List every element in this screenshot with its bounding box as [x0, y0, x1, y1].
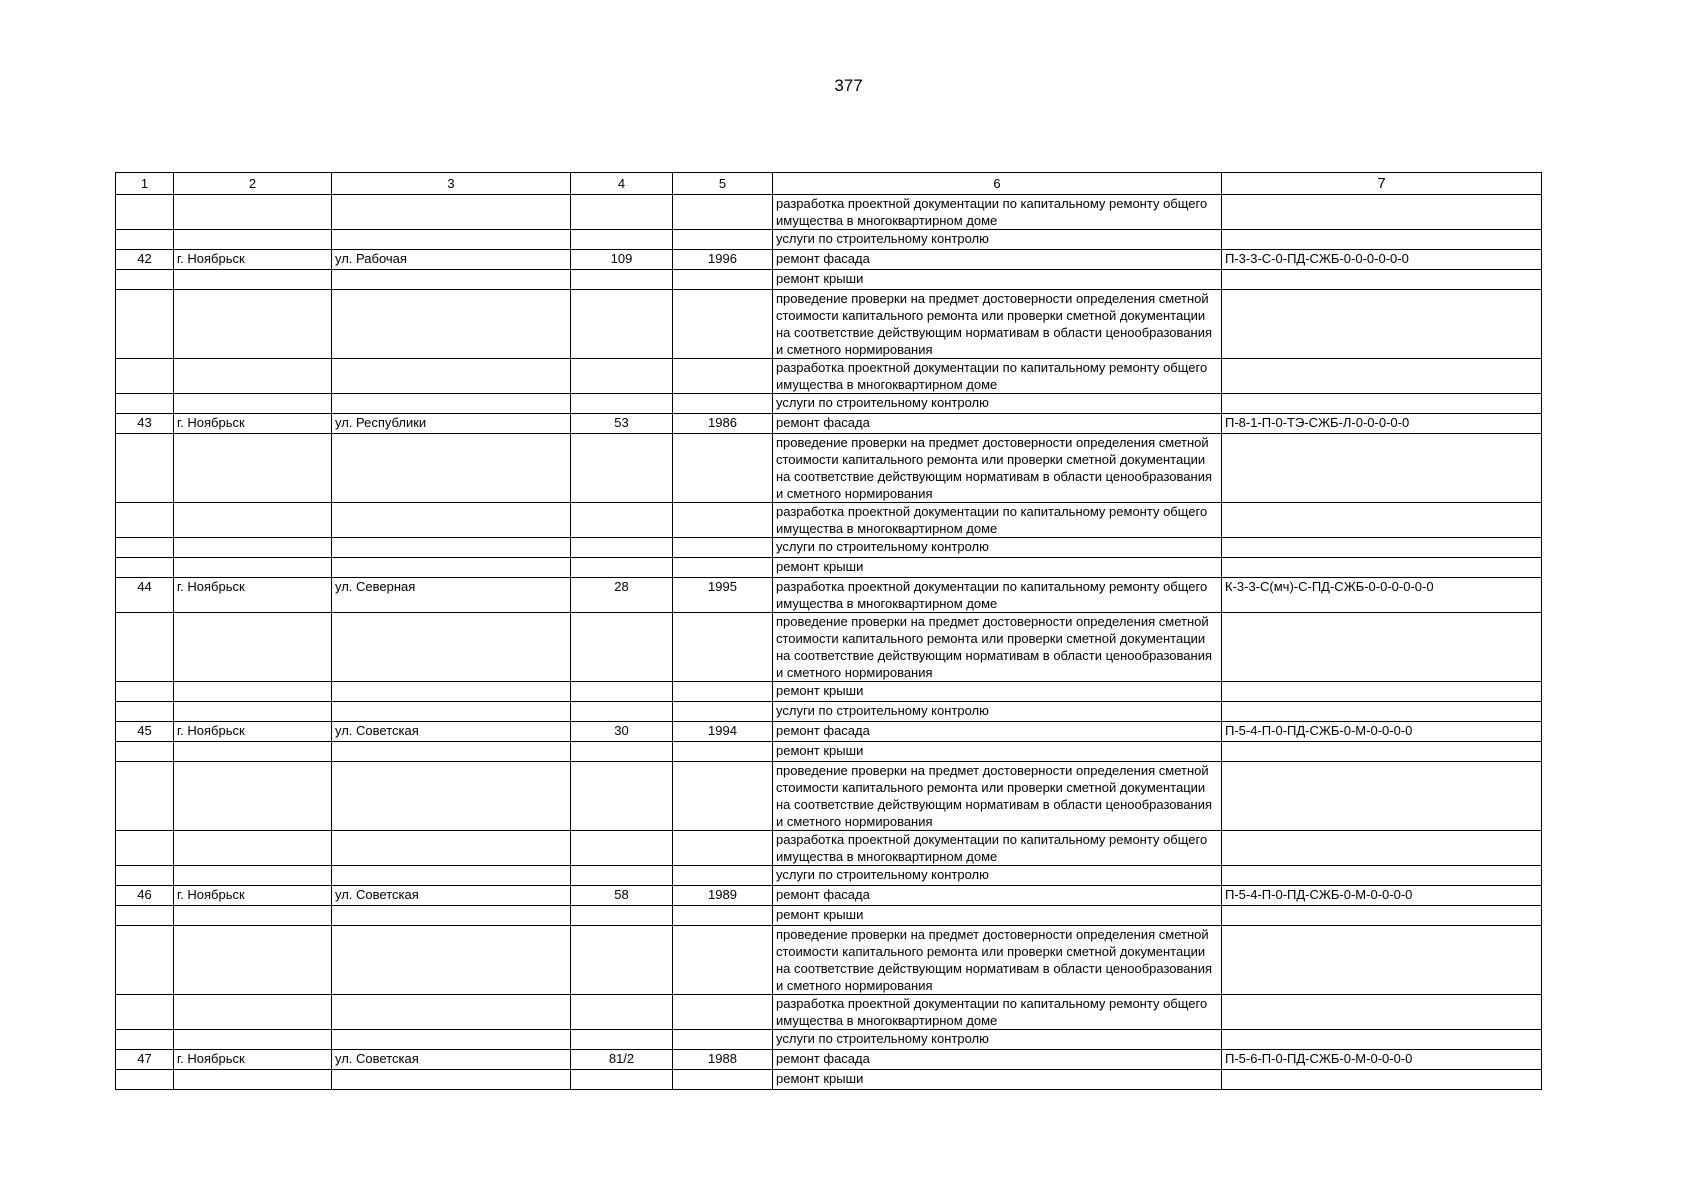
street-cell [332, 538, 571, 558]
row-number-cell: 42 [116, 250, 174, 270]
table-row [116, 1070, 1542, 1090]
city-cell [174, 742, 332, 762]
table-row [116, 926, 1542, 995]
work-type-cell: разработка проектной документации по капитальному ремонту общего имущества в многоквартирном доме [773, 359, 1222, 394]
building-code-cell [1222, 195, 1542, 230]
house-number-cell [571, 831, 673, 866]
building-code-cell [1222, 1030, 1542, 1050]
city-cell [174, 359, 332, 394]
house-number-cell: 30 [571, 722, 673, 742]
house-number-cell [571, 702, 673, 722]
work-type-cell: ремонт фасада [773, 414, 1222, 434]
work-type-cell: проведение проверки на предмет достоверности определения сметной стоимости капитального ремонта или проверки сметной документации на соответствие действующим нормативам в области ценообразования и сметного нормирования [773, 613, 1222, 682]
column-header-5: 5 [673, 173, 773, 195]
work-type-cell: услуги по строительному контролю [773, 538, 1222, 558]
building-code-cell [1222, 831, 1542, 866]
street-cell: ул. Советская [332, 1050, 571, 1070]
street-cell: ул. Советская [332, 886, 571, 906]
street-cell [332, 613, 571, 682]
work-type-cell: ремонт крыши [773, 1070, 1222, 1090]
building-code-cell [1222, 434, 1542, 503]
row-number-cell [116, 1070, 174, 1090]
city-cell [174, 1030, 332, 1050]
table-row [116, 866, 1542, 886]
building-code-cell [1222, 1070, 1542, 1090]
year-cell [673, 1070, 773, 1090]
street-cell [332, 831, 571, 866]
building-code-cell [1222, 702, 1542, 722]
year-cell [673, 538, 773, 558]
city-cell [174, 866, 332, 886]
building-code-cell [1222, 906, 1542, 926]
table-row [116, 503, 1542, 538]
work-type-cell: услуги по строительному контролю [773, 1030, 1222, 1050]
work-type-cell: ремонт крыши [773, 682, 1222, 702]
column-header-6: 6 [773, 173, 1222, 195]
year-cell [673, 866, 773, 886]
row-number-cell: 47 [116, 1050, 174, 1070]
table-row [116, 359, 1542, 394]
row-number-cell [116, 831, 174, 866]
city-cell [174, 195, 332, 230]
table-row [116, 831, 1542, 866]
table-row [116, 682, 1542, 702]
year-cell [673, 230, 773, 250]
house-number-cell: 58 [571, 886, 673, 906]
city-cell [174, 831, 332, 866]
table-row [116, 742, 1542, 762]
year-cell [673, 290, 773, 359]
work-type-cell: проведение проверки на предмет достоверности определения сметной стоимости капитального ремонта или проверки сметной документации на соответствие действующим нормативам в области ценообразования и сметного нормирования [773, 434, 1222, 503]
city-cell [174, 538, 332, 558]
street-cell [332, 394, 571, 414]
table-row [116, 414, 1542, 434]
work-type-cell: разработка проектной документации по капитальному ремонту общего имущества в многоквартирном доме [773, 578, 1222, 613]
street-cell [332, 503, 571, 538]
work-type-cell: ремонт фасада [773, 886, 1222, 906]
year-cell [673, 503, 773, 538]
building-code-cell [1222, 682, 1542, 702]
city-cell [174, 682, 332, 702]
work-type-cell: ремонт крыши [773, 906, 1222, 926]
street-cell [332, 359, 571, 394]
year-cell [673, 613, 773, 682]
building-code-cell [1222, 503, 1542, 538]
city-cell [174, 613, 332, 682]
row-number-cell [116, 613, 174, 682]
row-number-cell [116, 230, 174, 250]
table-row [116, 722, 1542, 742]
street-cell [332, 290, 571, 359]
table-row [116, 702, 1542, 722]
table-row [116, 270, 1542, 290]
row-number-cell [116, 270, 174, 290]
house-number-cell [571, 995, 673, 1030]
street-cell [332, 434, 571, 503]
street-cell [332, 742, 571, 762]
year-cell [673, 906, 773, 926]
row-number-cell [116, 290, 174, 359]
house-number-cell [571, 1030, 673, 1050]
house-number-cell [571, 434, 673, 503]
year-cell [673, 831, 773, 866]
table-row [116, 250, 1542, 270]
row-number-cell [116, 434, 174, 503]
house-number-cell [571, 359, 673, 394]
building-code-cell: П-5-6-П-0-ПД-СЖБ-0-М-0-0-0-0 [1222, 1050, 1542, 1070]
column-header-7: 7 [1222, 173, 1542, 195]
row-number-cell [116, 926, 174, 995]
work-type-cell: ремонт фасада [773, 1050, 1222, 1070]
year-cell [673, 762, 773, 831]
house-number-cell: 109 [571, 250, 673, 270]
city-cell [174, 434, 332, 503]
year-cell [673, 926, 773, 995]
row-number-cell [116, 359, 174, 394]
table-row [116, 906, 1542, 926]
building-code-cell [1222, 742, 1542, 762]
row-number-cell [116, 503, 174, 538]
building-code-cell [1222, 613, 1542, 682]
work-type-cell: разработка проектной документации по капитальному ремонту общего имущества в многоквартирном доме [773, 831, 1222, 866]
table-row [116, 613, 1542, 682]
city-cell [174, 394, 332, 414]
house-number-cell [571, 742, 673, 762]
column-header-2: 2 [174, 173, 332, 195]
year-cell [673, 394, 773, 414]
house-number-cell [571, 558, 673, 578]
street-cell: ул. Рабочая [332, 250, 571, 270]
house-number-cell [571, 538, 673, 558]
work-type-cell: разработка проектной документации по капитальному ремонту общего имущества в многоквартирном доме [773, 195, 1222, 230]
table-row [116, 886, 1542, 906]
street-cell [332, 682, 571, 702]
house-number-cell [571, 682, 673, 702]
street-cell: ул. Северная [332, 578, 571, 613]
year-cell [673, 359, 773, 394]
street-cell [332, 702, 571, 722]
work-type-cell: ремонт крыши [773, 270, 1222, 290]
building-code-cell [1222, 866, 1542, 886]
year-cell [673, 434, 773, 503]
work-type-cell: проведение проверки на предмет достоверности определения сметной стоимости капитального ремонта или проверки сметной документации на соответствие действующим нормативам в области ценообразования и сметного нормирования [773, 762, 1222, 831]
work-type-cell: ремонт крыши [773, 558, 1222, 578]
building-code-cell [1222, 995, 1542, 1030]
city-cell [174, 290, 332, 359]
table-row [116, 394, 1542, 414]
work-type-cell: ремонт крыши [773, 742, 1222, 762]
house-number-cell [571, 290, 673, 359]
city-cell: г. Ноябрьск [174, 722, 332, 742]
city-cell: г. Ноябрьск [174, 886, 332, 906]
row-number-cell [116, 558, 174, 578]
row-number-cell: 46 [116, 886, 174, 906]
year-cell [673, 742, 773, 762]
city-cell [174, 230, 332, 250]
row-number-cell [116, 906, 174, 926]
row-number-cell [116, 762, 174, 831]
row-number-cell [116, 1030, 174, 1050]
street-cell [332, 995, 571, 1030]
city-cell [174, 702, 332, 722]
year-cell [673, 195, 773, 230]
table-row [116, 1050, 1542, 1070]
table-row [116, 558, 1542, 578]
row-number-cell [116, 702, 174, 722]
table-row [116, 1030, 1542, 1050]
year-cell: 1995 [673, 578, 773, 613]
row-number-cell: 43 [116, 414, 174, 434]
building-code-cell [1222, 230, 1542, 250]
house-number-cell [571, 195, 673, 230]
building-code-cell [1222, 270, 1542, 290]
year-cell [673, 558, 773, 578]
house-number-cell [571, 926, 673, 995]
building-code-cell: К-3-3-С(мч)-С-ПД-СЖБ-0-0-0-0-0-0 [1222, 578, 1542, 613]
column-header-1: 1 [116, 173, 174, 195]
row-number-cell [116, 195, 174, 230]
work-type-cell: услуги по строительному контролю [773, 702, 1222, 722]
table-row [116, 434, 1542, 503]
header-row [116, 173, 1542, 195]
city-cell [174, 270, 332, 290]
table-row [116, 195, 1542, 230]
city-cell [174, 558, 332, 578]
house-number-cell [571, 762, 673, 831]
house-number-cell [571, 503, 673, 538]
city-cell [174, 1070, 332, 1090]
city-cell: г. Ноябрьск [174, 578, 332, 613]
street-cell [332, 762, 571, 831]
table-row [116, 762, 1542, 831]
building-code-cell [1222, 558, 1542, 578]
street-cell: ул. Советская [332, 722, 571, 742]
table-row [116, 230, 1542, 250]
city-cell: г. Ноябрьск [174, 250, 332, 270]
building-code-cell: П-5-4-П-0-ПД-СЖБ-0-М-0-0-0-0 [1222, 886, 1542, 906]
house-number-cell [571, 906, 673, 926]
building-code-cell [1222, 762, 1542, 831]
street-cell [332, 230, 571, 250]
work-type-cell: ремонт фасада [773, 250, 1222, 270]
house-number-cell [571, 866, 673, 886]
building-code-cell: П-8-1-П-0-ТЭ-СЖБ-Л-0-0-0-0-0 [1222, 414, 1542, 434]
building-code-cell [1222, 290, 1542, 359]
street-cell [332, 866, 571, 886]
work-type-cell: ремонт фасада [773, 722, 1222, 742]
work-type-cell: услуги по строительному контролю [773, 230, 1222, 250]
year-cell [673, 702, 773, 722]
house-number-cell: 53 [571, 414, 673, 434]
work-type-cell: проведение проверки на предмет достоверности определения сметной стоимости капитального ремонта или проверки сметной документации на соответствие действующим нормативам в области ценообразования и сметного нормирования [773, 290, 1222, 359]
house-number-cell [571, 613, 673, 682]
work-type-cell: услуги по строительному контролю [773, 866, 1222, 886]
row-number-cell: 44 [116, 578, 174, 613]
work-type-cell: разработка проектной документации по капитальному ремонту общего имущества в многоквартирном доме [773, 503, 1222, 538]
row-number-cell [116, 394, 174, 414]
row-number-cell [116, 538, 174, 558]
street-cell [332, 906, 571, 926]
city-cell: г. Ноябрьск [174, 1050, 332, 1070]
work-type-cell: разработка проектной документации по капитальному ремонту общего имущества в многоквартирном доме [773, 995, 1222, 1030]
row-number-cell [116, 866, 174, 886]
building-code-cell: П-3-3-С-0-ПД-СЖБ-0-0-0-0-0-0 [1222, 250, 1542, 270]
year-cell [673, 270, 773, 290]
city-cell [174, 926, 332, 995]
table-body [116, 195, 1542, 1090]
street-cell [332, 1070, 571, 1090]
city-cell [174, 995, 332, 1030]
building-code-cell [1222, 359, 1542, 394]
house-number-cell [571, 394, 673, 414]
year-cell [673, 995, 773, 1030]
year-cell: 1994 [673, 722, 773, 742]
work-type-cell: проведение проверки на предмет достоверности определения сметной стоимости капитального ремонта или проверки сметной документации на соответствие действующим нормативам в области ценообразования и сметного нормирования [773, 926, 1222, 995]
city-cell [174, 906, 332, 926]
year-cell: 1989 [673, 886, 773, 906]
repair-schedule-table [115, 172, 1542, 1090]
building-code-cell [1222, 538, 1542, 558]
table-row [116, 578, 1542, 613]
city-cell: г. Ноябрьск [174, 414, 332, 434]
building-code-cell [1222, 394, 1542, 414]
row-number-cell [116, 682, 174, 702]
house-number-cell [571, 1070, 673, 1090]
building-code-cell: П-5-4-П-0-ПД-СЖБ-0-М-0-0-0-0 [1222, 722, 1542, 742]
work-type-cell: услуги по строительному контролю [773, 394, 1222, 414]
house-number-cell: 81/2 [571, 1050, 673, 1070]
year-cell: 1988 [673, 1050, 773, 1070]
house-number-cell [571, 230, 673, 250]
table-row [116, 538, 1542, 558]
table-row [116, 995, 1542, 1030]
page-number: 377 [834, 76, 863, 95]
street-cell: ул. Республики [332, 414, 571, 434]
year-cell: 1996 [673, 250, 773, 270]
street-cell [332, 270, 571, 290]
street-cell [332, 1030, 571, 1050]
year-cell [673, 1030, 773, 1050]
table-row [116, 290, 1542, 359]
house-number-cell [571, 270, 673, 290]
column-header-4: 4 [571, 173, 673, 195]
city-cell [174, 762, 332, 831]
house-number-cell: 28 [571, 578, 673, 613]
street-cell [332, 926, 571, 995]
column-header-3: 3 [332, 173, 571, 195]
year-cell: 1986 [673, 414, 773, 434]
year-cell [673, 682, 773, 702]
row-number-cell [116, 742, 174, 762]
row-number-cell: 45 [116, 722, 174, 742]
building-code-cell [1222, 926, 1542, 995]
street-cell [332, 195, 571, 230]
city-cell [174, 503, 332, 538]
row-number-cell [116, 995, 174, 1030]
street-cell [332, 558, 571, 578]
